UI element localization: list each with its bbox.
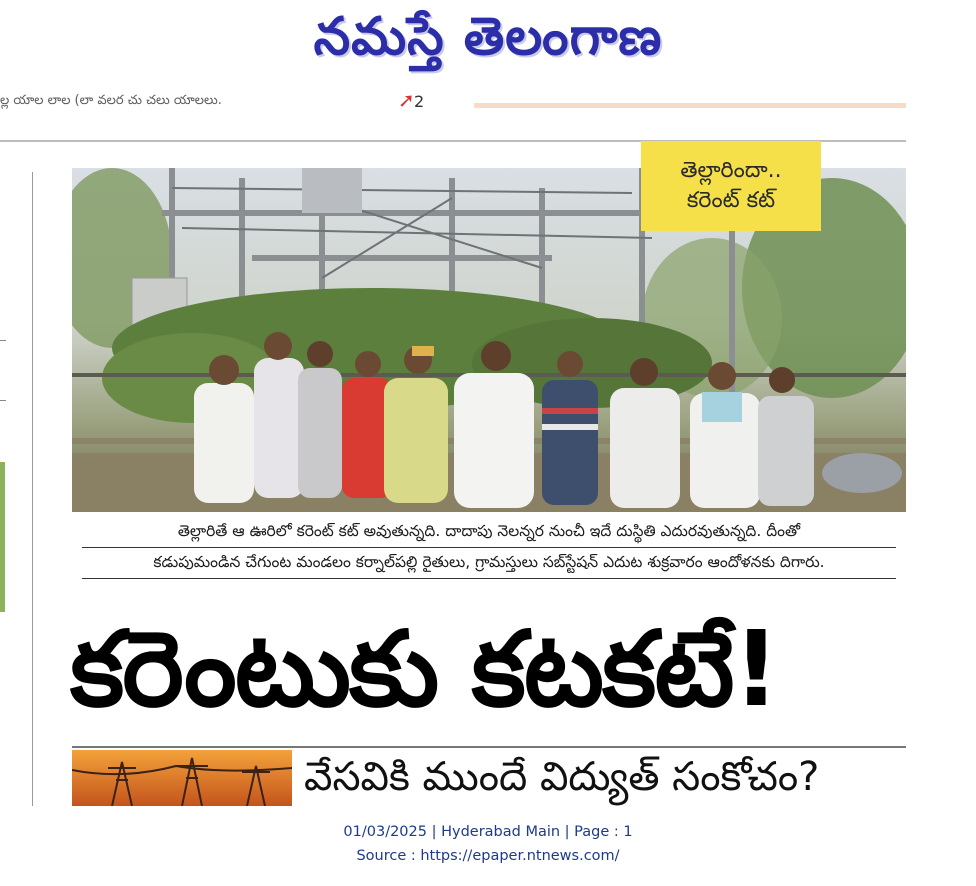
previous-article-strip: ల్ల యాల లాల (లా వలర చు చలు యాలలు. bbox=[0, 93, 222, 108]
caption-line-1: తెల్లారితే ఆ ఊరిలో కరెంట్ కట్ అవుతున్నది. దాదాపు నెలన్నర నుంచీ ఇదే దుస్థితి ఎదురవుతున్నది. దీంతో bbox=[177, 522, 801, 540]
edition-footer bbox=[0, 820, 976, 868]
callout-line-2: కరెంట్ కట్ bbox=[686, 188, 776, 213]
masthead-logo: నమస్తే తెలంగాణ bbox=[313, 6, 663, 67]
strip-page-number: 2 bbox=[414, 92, 425, 111]
left-column-image-fragment bbox=[0, 462, 5, 612]
column-divider bbox=[32, 172, 33, 806]
headline-divider bbox=[72, 746, 906, 748]
headline: కరెంటుకు కటకటే! bbox=[70, 608, 779, 730]
sunset-pylons-image bbox=[72, 750, 292, 806]
left-column-rule bbox=[0, 400, 6, 401]
callout-line-1: తెల్లారిందా.. bbox=[680, 158, 782, 183]
left-column-rule bbox=[0, 340, 6, 341]
caption-line-2: కడుపుమండిన చేగుంట మండలం కర్నాల్‌పల్లి రైతులు, గ్రామస్తులు సబ్‌స్టేషన్ ఎదుట శుక్రవారం ఆందోళనకు దిగారు. bbox=[153, 553, 825, 571]
strip-divider bbox=[474, 103, 906, 108]
subheadline: వేసవికి ముందే విద్యుత్ సంకోచం? bbox=[304, 754, 820, 800]
source-link[interactable]: Source : https://epaper.ntnews.com/ bbox=[356, 848, 620, 864]
power-lines-thumbnail bbox=[72, 750, 292, 806]
caption-underline bbox=[82, 547, 896, 548]
edition-info: 01/03/2025 | Hyderabad Main | Page : 1 bbox=[343, 824, 633, 840]
caption-underline bbox=[82, 578, 896, 579]
arrow-icon: ➚ bbox=[398, 88, 415, 112]
photo-callout bbox=[641, 141, 821, 231]
